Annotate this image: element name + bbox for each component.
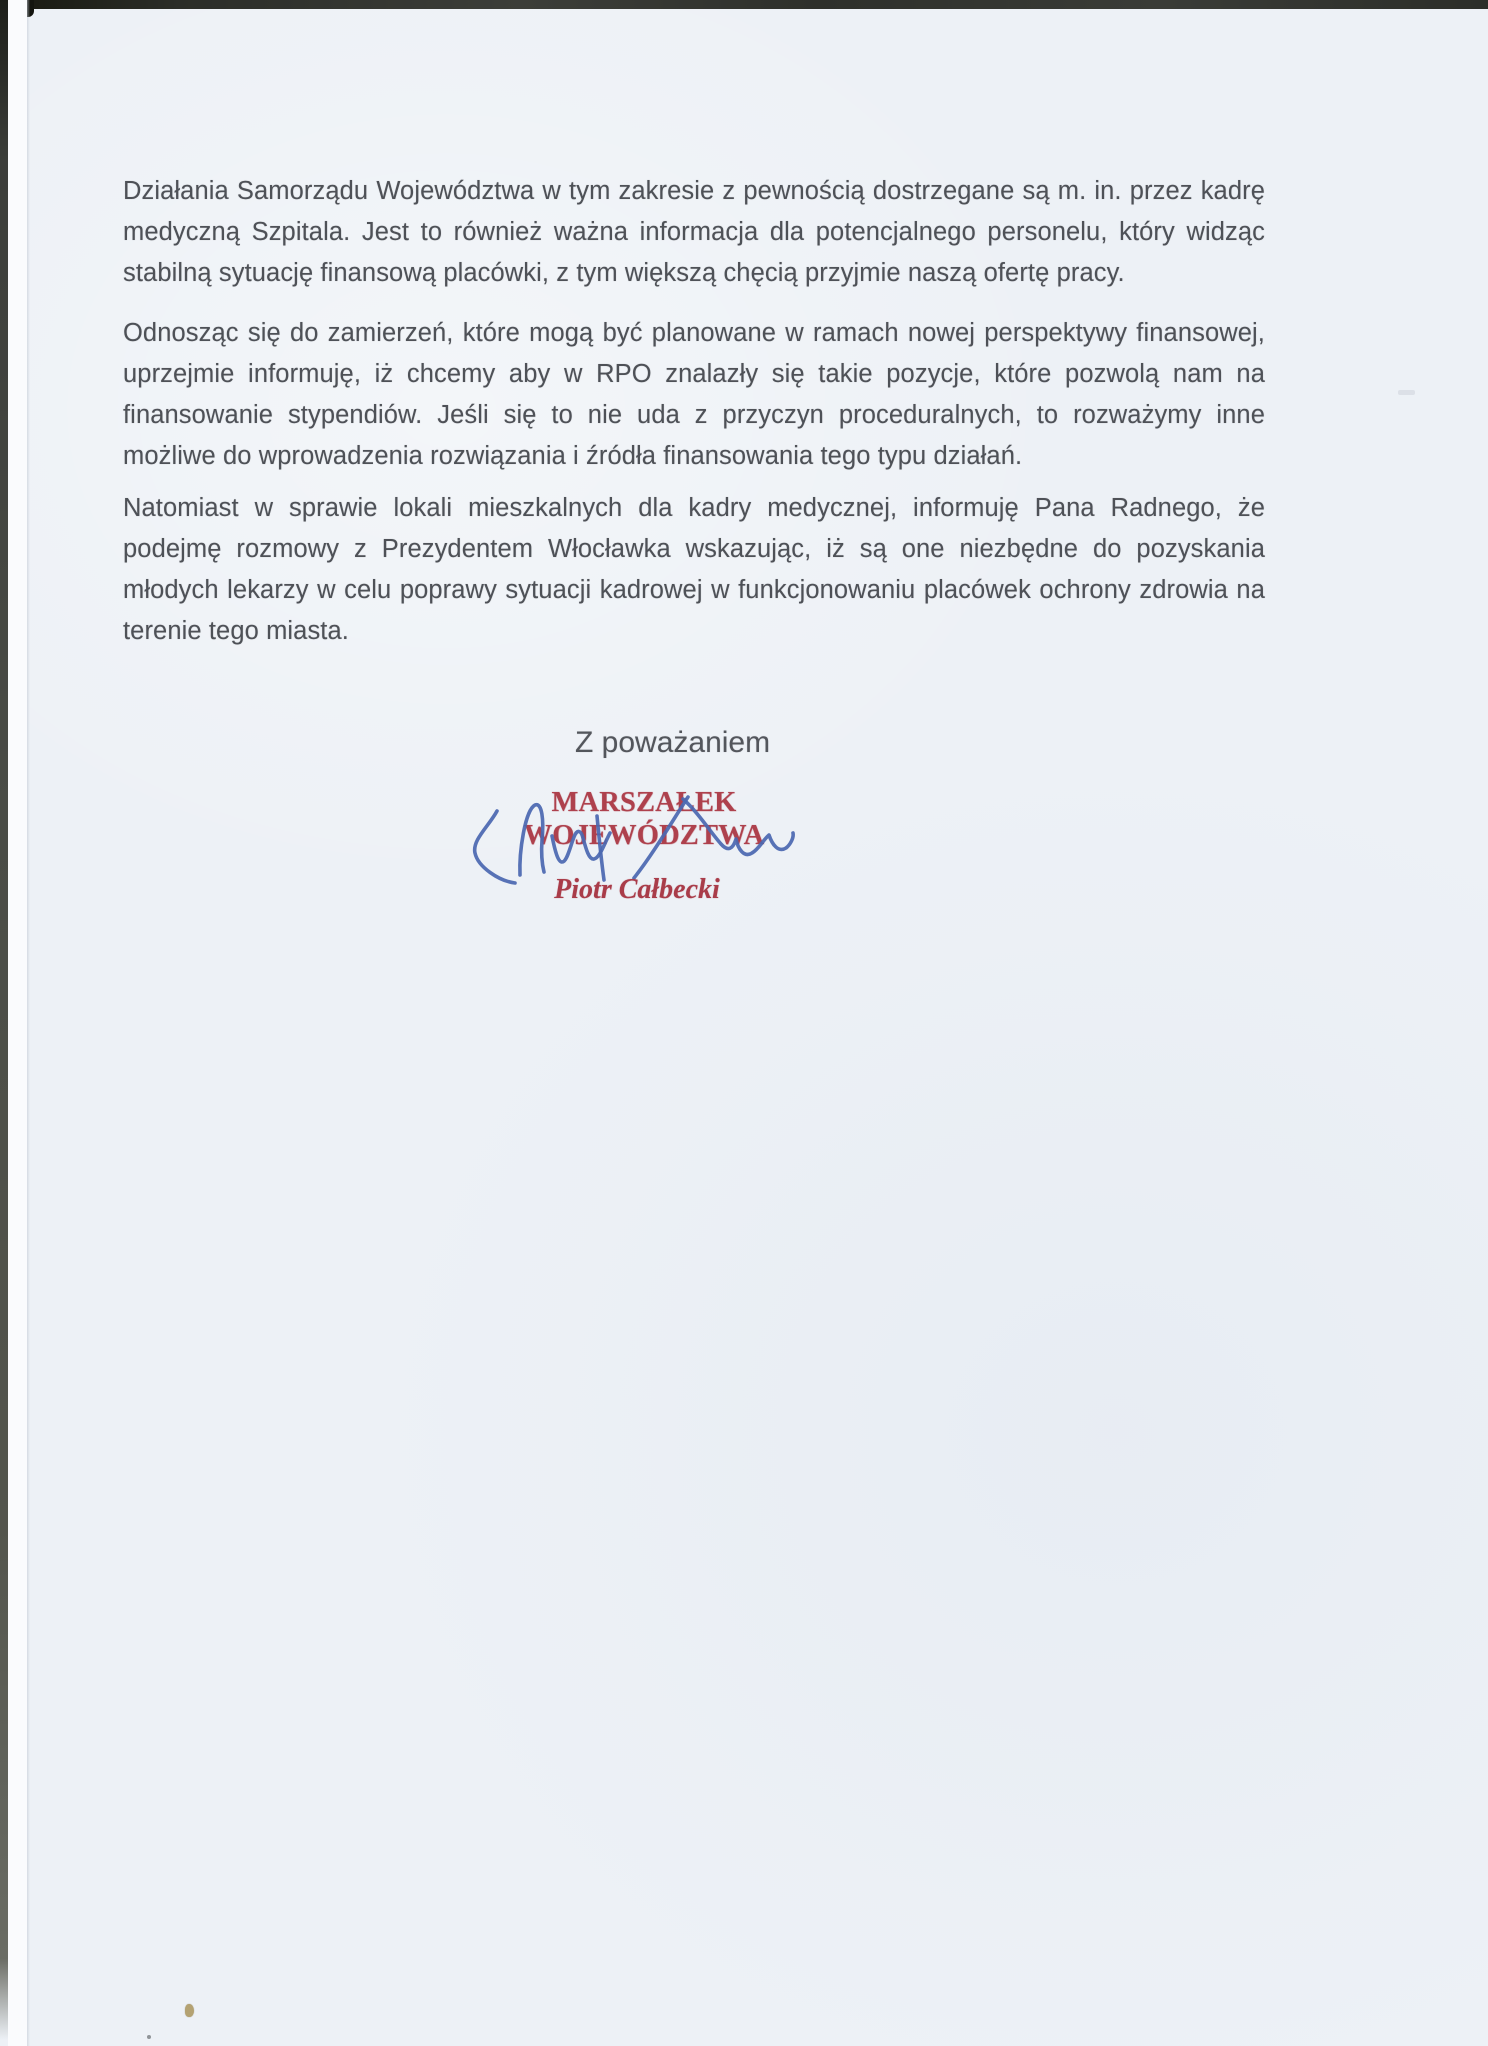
scan-speck <box>1398 390 1415 395</box>
paragraph: Odnosząc się do zamierzeń, które mogą być planowane w ramach nowej perspektywy finansowej, uprzejmie informuję, iż chcemy aby w RPO znalazły się takie pozycje, które pozwolą nam na finansowanie stypendiów. Jeśli się to nie uda z przyczyn proceduralnych, to rozważymy inne możliwe do wprowadzenia rozwiązania i źródła finansowania tego typu działań. <box>123 319 1265 470</box>
closing-salutation: Z poważaniem <box>575 726 771 759</box>
paragraph: Działania Samorządu Województwa w tym zakresie z pewnością dostrzegane są m. in. przez kadrę medyczną Szpitala. Jest to również ważna informacja dla potencjalnego personelu, który widząc stabilną sytuację finansową placówki, z tym większą chęcią przyjmie naszą ofertę pracy. <box>123 177 1265 287</box>
scan-speck <box>185 2004 194 2017</box>
signer-name: Piotr Całbecki <box>554 874 720 905</box>
paragraph: Natomiast w sprawie lokali mieszkalnych dla kadry medycznej, informuję Pana Radnego, że podejmę rozmowy z Prezydentem Włocławka wskazując, iż są one niezbędne do pozyskania młodych lekarzy w celu poprawy sytuacji kadrowej w funkcjonowaniu placówek ochrony zdrowia na terenie tego miasta. <box>123 494 1265 645</box>
paper-edge-shadow <box>27 0 30 2046</box>
scan-speck <box>147 2035 151 2039</box>
signer-title-stamp: MARSZAŁEK WOJEWÓDZTWA <box>523 786 765 851</box>
paper-edge-strip <box>8 0 27 2046</box>
scan-edge-left <box>0 0 8 2040</box>
scan-edge-top <box>0 0 1488 9</box>
